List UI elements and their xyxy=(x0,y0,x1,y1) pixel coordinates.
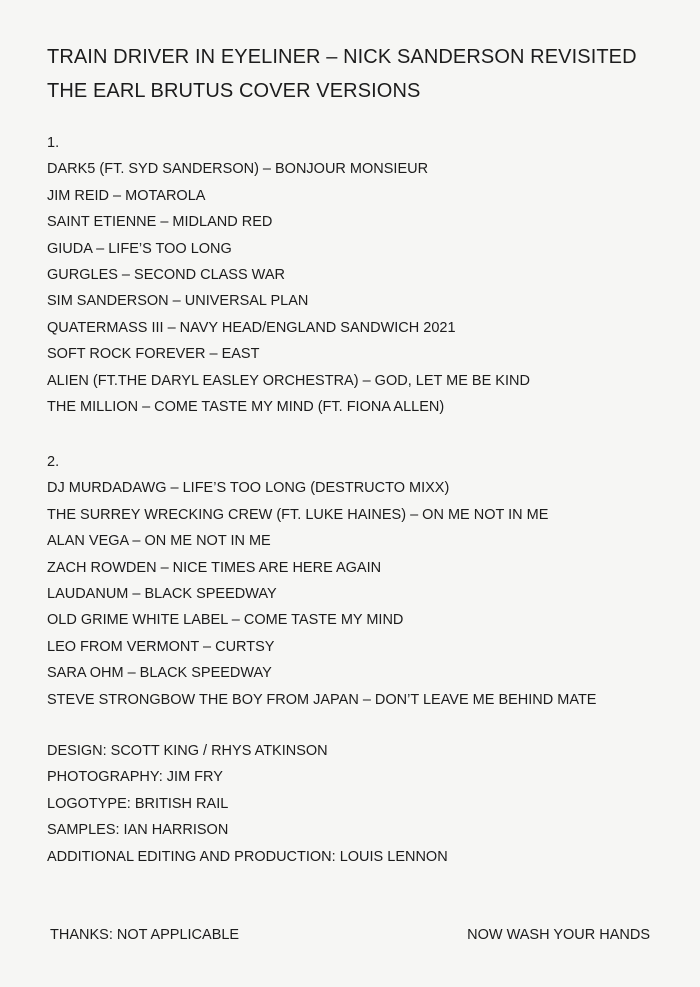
disc-2-tracklist xyxy=(47,449,596,713)
track-item: LAUDANUM – BLACK SPEEDWAY xyxy=(47,585,277,602)
track-item: THE SURREY WRECKING CREW (FT. LUKE HAINES) – ON ME NOT IN ME xyxy=(47,506,549,523)
track-item: THE MILLION – COME TASTE MY MIND (FT. FIONA ALLEN) xyxy=(47,398,445,415)
track-item: SOFT ROCK FOREVER – EAST xyxy=(47,346,260,363)
track-item: SARA OHM – BLACK SPEEDWAY xyxy=(47,665,272,682)
track-item: SAINT ETIENNE – MIDLAND RED xyxy=(47,214,273,231)
credit-item: ADDITIONAL EDITING AND PRODUCTION: LOUIS LENNON xyxy=(47,848,448,865)
track-item: STEVE STRONGBOW THE BOY FROM JAPAN – DON’T LEAVE ME BEHIND MATE xyxy=(47,691,597,708)
track-item: DJ MURDADAWG – LIFE’S TOO LONG (DESTRUCTO MIXX) xyxy=(47,480,450,497)
track-item: QUATERMASS III – NAVY HEAD/ENGLAND SANDWICH 2021 xyxy=(47,319,456,336)
track-item: ALIEN (FT.THE DARYL EASLEY ORCHESTRA) – GOD, LET ME BE KIND xyxy=(47,372,530,389)
credits-list xyxy=(47,738,448,870)
track-item: GURGLES – SECOND CLASS WAR xyxy=(47,266,285,283)
credit-item: SAMPLES: IAN HARRISON xyxy=(47,822,229,839)
disc-1-tracklist xyxy=(47,130,530,420)
credit-item: LOGOTYPE: BRITISH RAIL xyxy=(47,795,229,812)
wash-hands-note: NOW WASH YOUR HANDS xyxy=(467,927,650,943)
track-item: OLD GRIME WHITE LABEL – COME TASTE MY MIND xyxy=(47,612,404,629)
track-item: ALAN VEGA – ON ME NOT IN ME xyxy=(47,533,271,550)
track-item: GIUDA – LIFE’S TOO LONG xyxy=(47,240,232,257)
thanks-note: THANKS: NOT APPLICABLE xyxy=(50,927,240,943)
credit-item: PHOTOGRAPHY: JIM FRY xyxy=(47,769,223,786)
credit-item: DESIGN: SCOTT KING / RHYS ATKINSON xyxy=(47,743,328,759)
disc-2-label: 2. xyxy=(47,454,60,470)
disc-1-label: 1. xyxy=(47,135,60,151)
album-title xyxy=(47,40,637,108)
title-line-1: TRAIN DRIVER IN EYELINER – NICK SANDERSON REVISITED xyxy=(47,46,637,68)
track-item: DARK5 (FT. SYD SANDERSON) – BONJOUR MONSIEUR xyxy=(47,161,429,178)
track-item: LEO FROM VERMONT – CURTSY xyxy=(47,638,275,655)
track-item: SIM SANDERSON – UNIVERSAL PLAN xyxy=(47,293,309,310)
track-item: JIM REID – MOTAROLA xyxy=(47,187,206,204)
track-item: ZACH ROWDEN – NICE TIMES ARE HERE AGAIN xyxy=(47,559,382,576)
title-line-2: THE EARL BRUTUS COVER VERSIONS xyxy=(47,80,421,102)
